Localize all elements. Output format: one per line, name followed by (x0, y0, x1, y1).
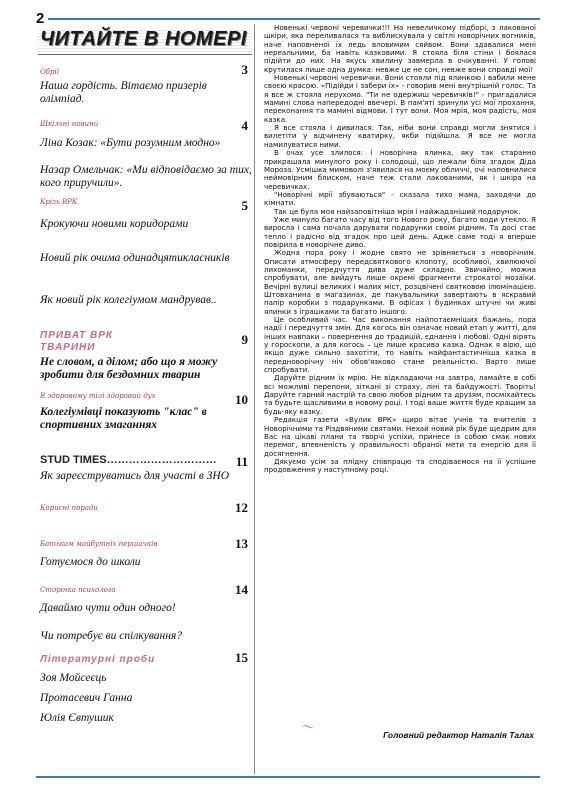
toc-entry[interactable]: Готуємося до школи (40, 556, 141, 568)
page-number: 2 (36, 10, 45, 27)
toc-page-number[interactable]: 4 (241, 118, 248, 133)
toc-section-label: Літературні проби (40, 654, 156, 665)
toc-entry[interactable]: Колегіумівці показують "клас" в спортивних змаганнях (40, 406, 207, 431)
table-of-contents (36, 24, 255, 774)
toc-page-number[interactable]: 15 (235, 650, 248, 665)
toc-section-label: Батькам майбутніх першачків (40, 540, 158, 548)
editorial-text (264, 24, 536, 475)
toc-page-number[interactable]: 13 (235, 536, 248, 551)
toc-entry[interactable]: Назар Омельчак: «Ми відповідаємо за тих, кого приручили». (40, 164, 252, 189)
toc-entry[interactable]: Юлія Євтушик (40, 712, 114, 724)
bottom-divider (36, 776, 540, 778)
toc-entry[interactable]: Протасевич Ганна (40, 692, 133, 704)
toc-section-label: Шкільні новини (40, 120, 99, 128)
toc-entry[interactable]: Новий рік очима одинадцятикласників (40, 252, 230, 264)
toc-entry[interactable]: Даваймо чути один одного! (40, 602, 176, 614)
toc-section-label: ТВАРИНИ (40, 342, 96, 353)
editorial-paragraph: Даруйте рідним їх мрію. Не відкладаючи на завтра, ламайте в собі всі можливі перепони, зіткані зі страху, ліні та байдужості. Творіть! Даруйте гарний настрій та свою любов рідним та друзям, посміхайтесь та будьте щасливими в новому році. І тоді ваше життя буде кращим за будь-яку казку. (264, 373, 536, 416)
toc-section-label: Сторінка психолога (40, 586, 116, 594)
editorial-column (258, 22, 540, 748)
toc-entry[interactable]: Не словом, а ділом; або що я можу зробити для бездомних тварин (40, 356, 218, 381)
editorial-paragraph: "Новорічні мрії збуваються" - сказала тихо мама, заходячи до кімнати. (264, 189, 536, 208)
toc-page-number[interactable]: 3 (241, 62, 248, 77)
toc-entry[interactable]: Зоя Мойсеєць (40, 672, 107, 684)
editorial-paragraph: Новенькі червоні черевички!!! На невеличкому підборі, з лакованої шкіри, яка переливалася та виблискувала у світлі новорічних вогників, наче наповненої їх ледь вловимим сяйвом. Вони здавалися мені нереальними, ба навіть казковими. Я стояла біля стіни і боялася підійти до них. На якусь хвилину завмерла в очікуванні. У голові крутилася лише одна думка: невже це не сон, невже вони справді мої! (264, 23, 536, 74)
editorial-paragraph: Я все стояла і дивилася. Так, ніби вони справді могли знятися і вилетіти у відчинену кватирку, якби підійшла. Я все не могла намилуватися ними. (264, 123, 536, 149)
toc-entry[interactable]: Як новий рік колегіумом мандрував.. (40, 294, 217, 306)
toc-section-label: Корисні поради (40, 504, 98, 512)
editorial-paragraph: Жодна пора року і жодне свято не зрівняється з новорічним. Описати атмосферу передсвяткового клопоту, особливої, хвилюючої лихоманки, передчуття дива дуже складно. Звичайно, можна спробувати, але вийдуть лише окремі фрагменти строкатої мозаїки. Вечірні вулиці великих і малих міст, розцвічені святковою ілюмінацією. Штовханина в магазинах, де пакувальники завертають в яскравий папір коробки з подарунками. В офісах і будинках штучні чи живі ялинки з іграшками та багато іншого. (264, 248, 536, 316)
editorial-paragraph: Редакція газети «Вулик ВРК» щиро вітає учнів та вчителів з Новорічними та Різдвяними святами. Нехай новий рік буде щедрим для Вас на цікаві плани та творчі успіхи, принесе із собою смак нових перемог, впевненість у правильності обраної мети та енергію для її досягнення. (264, 415, 536, 458)
toc-entry[interactable]: Ліна Козак: «Бути розумним модно» (40, 137, 221, 149)
toc-section-label: Обрії (40, 68, 59, 76)
decorative-swirl-icon: 〜 (302, 720, 315, 734)
toc-section-label: ПРИВАТ ВРК (40, 330, 114, 341)
masthead-title: ЧИТАЙТЕ В НОМЕРІ (40, 28, 247, 50)
toc-entry[interactable]: Як зареєструватись для участі в ЗНО (40, 470, 230, 482)
editorial-paragraph: Новенькі червоні черевички. Вони стояли під ялинкою і вабили мене своєю красою. «Підійди і забери їх» - говорив мені внутрішній голос. Та я все ж стояла нерухомо. "Ти не одержиш черевичків!" - пригадалися мамині слова напередодні ввечері. В пам'яті зринули усі мої прохання, переконання та мамині відмови. І тут вони. Моя мрія, моя радість, моя казка. (264, 73, 536, 124)
contents-masthead (38, 28, 252, 55)
toc-section-label: Крізь ВРК (40, 198, 78, 206)
editorial-paragraph: В очах усе злилося: і новорічна ялинка, яку так старанно прикрашала минулого року і солодощі, що лежали біля згадок Діда Мороза. Усмішка мимоволі з'явилася на моєму обличчі, очі наповнилися неймовірним блиском, наче теж стали лакованими, як і шкіра на черевичках. (264, 148, 536, 191)
toc-page-number[interactable]: 11 (235, 454, 248, 469)
editor-signature: Головний редактор Наталія Талах (383, 730, 534, 740)
toc-section-label: В здоровому тілі здоровий дух (40, 392, 156, 400)
editorial-paragraph: Дякуємо усім за плідну співпрацю та сподіваємося на її успішне продовження у наступному році. (264, 456, 536, 475)
toc-entry[interactable]: Крокуючи новими коридорами (40, 218, 189, 230)
editorial-paragraph: Уже минуло багато часу від того Нового року, багато води утекло. Я виросла і сама почала дарувати подарунки своїм рідним. Та досі стає тепло і радісно від згадок про цей день. Адже саме тоді я вперше повірила в новорічне диво. (264, 214, 536, 249)
toc-section-label: STUD TIMES………………………… (40, 454, 217, 466)
toc-page-number[interactable]: 12 (235, 500, 248, 515)
toc-page-number[interactable]: 5 (241, 198, 248, 213)
editorial-paragraph: Так це була моя найзаповітніша мрія і найжаданіший подарунок. (274, 206, 521, 216)
toc-page-number[interactable]: 9 (241, 332, 248, 347)
toc-entry[interactable]: Чи потребує ви спілкування? (40, 630, 183, 642)
top-divider (48, 18, 540, 20)
toc-page-number[interactable]: 10 (235, 392, 248, 407)
toc-entry[interactable]: Наша гордість. Вітаємо призерів олімпіад. (40, 80, 207, 105)
editorial-paragraph: Це особливий час. Час виконання найпотаємніших бажань, пора надії і передчуття змін. Для когось він означає новий етап у житті, для інших навпаки – повернення до традицій, єднання і любові. Одні вірять у гороскопи, а для когось – це лише красива казка. Однак я вірю, що якщо дуже сильно захотіти, то навіть найфантастичніша казка в передноворічну ніч обов'язково стане реальністю. Варто лише спробувати. (264, 315, 536, 375)
toc-page-number[interactable]: 14 (235, 582, 248, 597)
